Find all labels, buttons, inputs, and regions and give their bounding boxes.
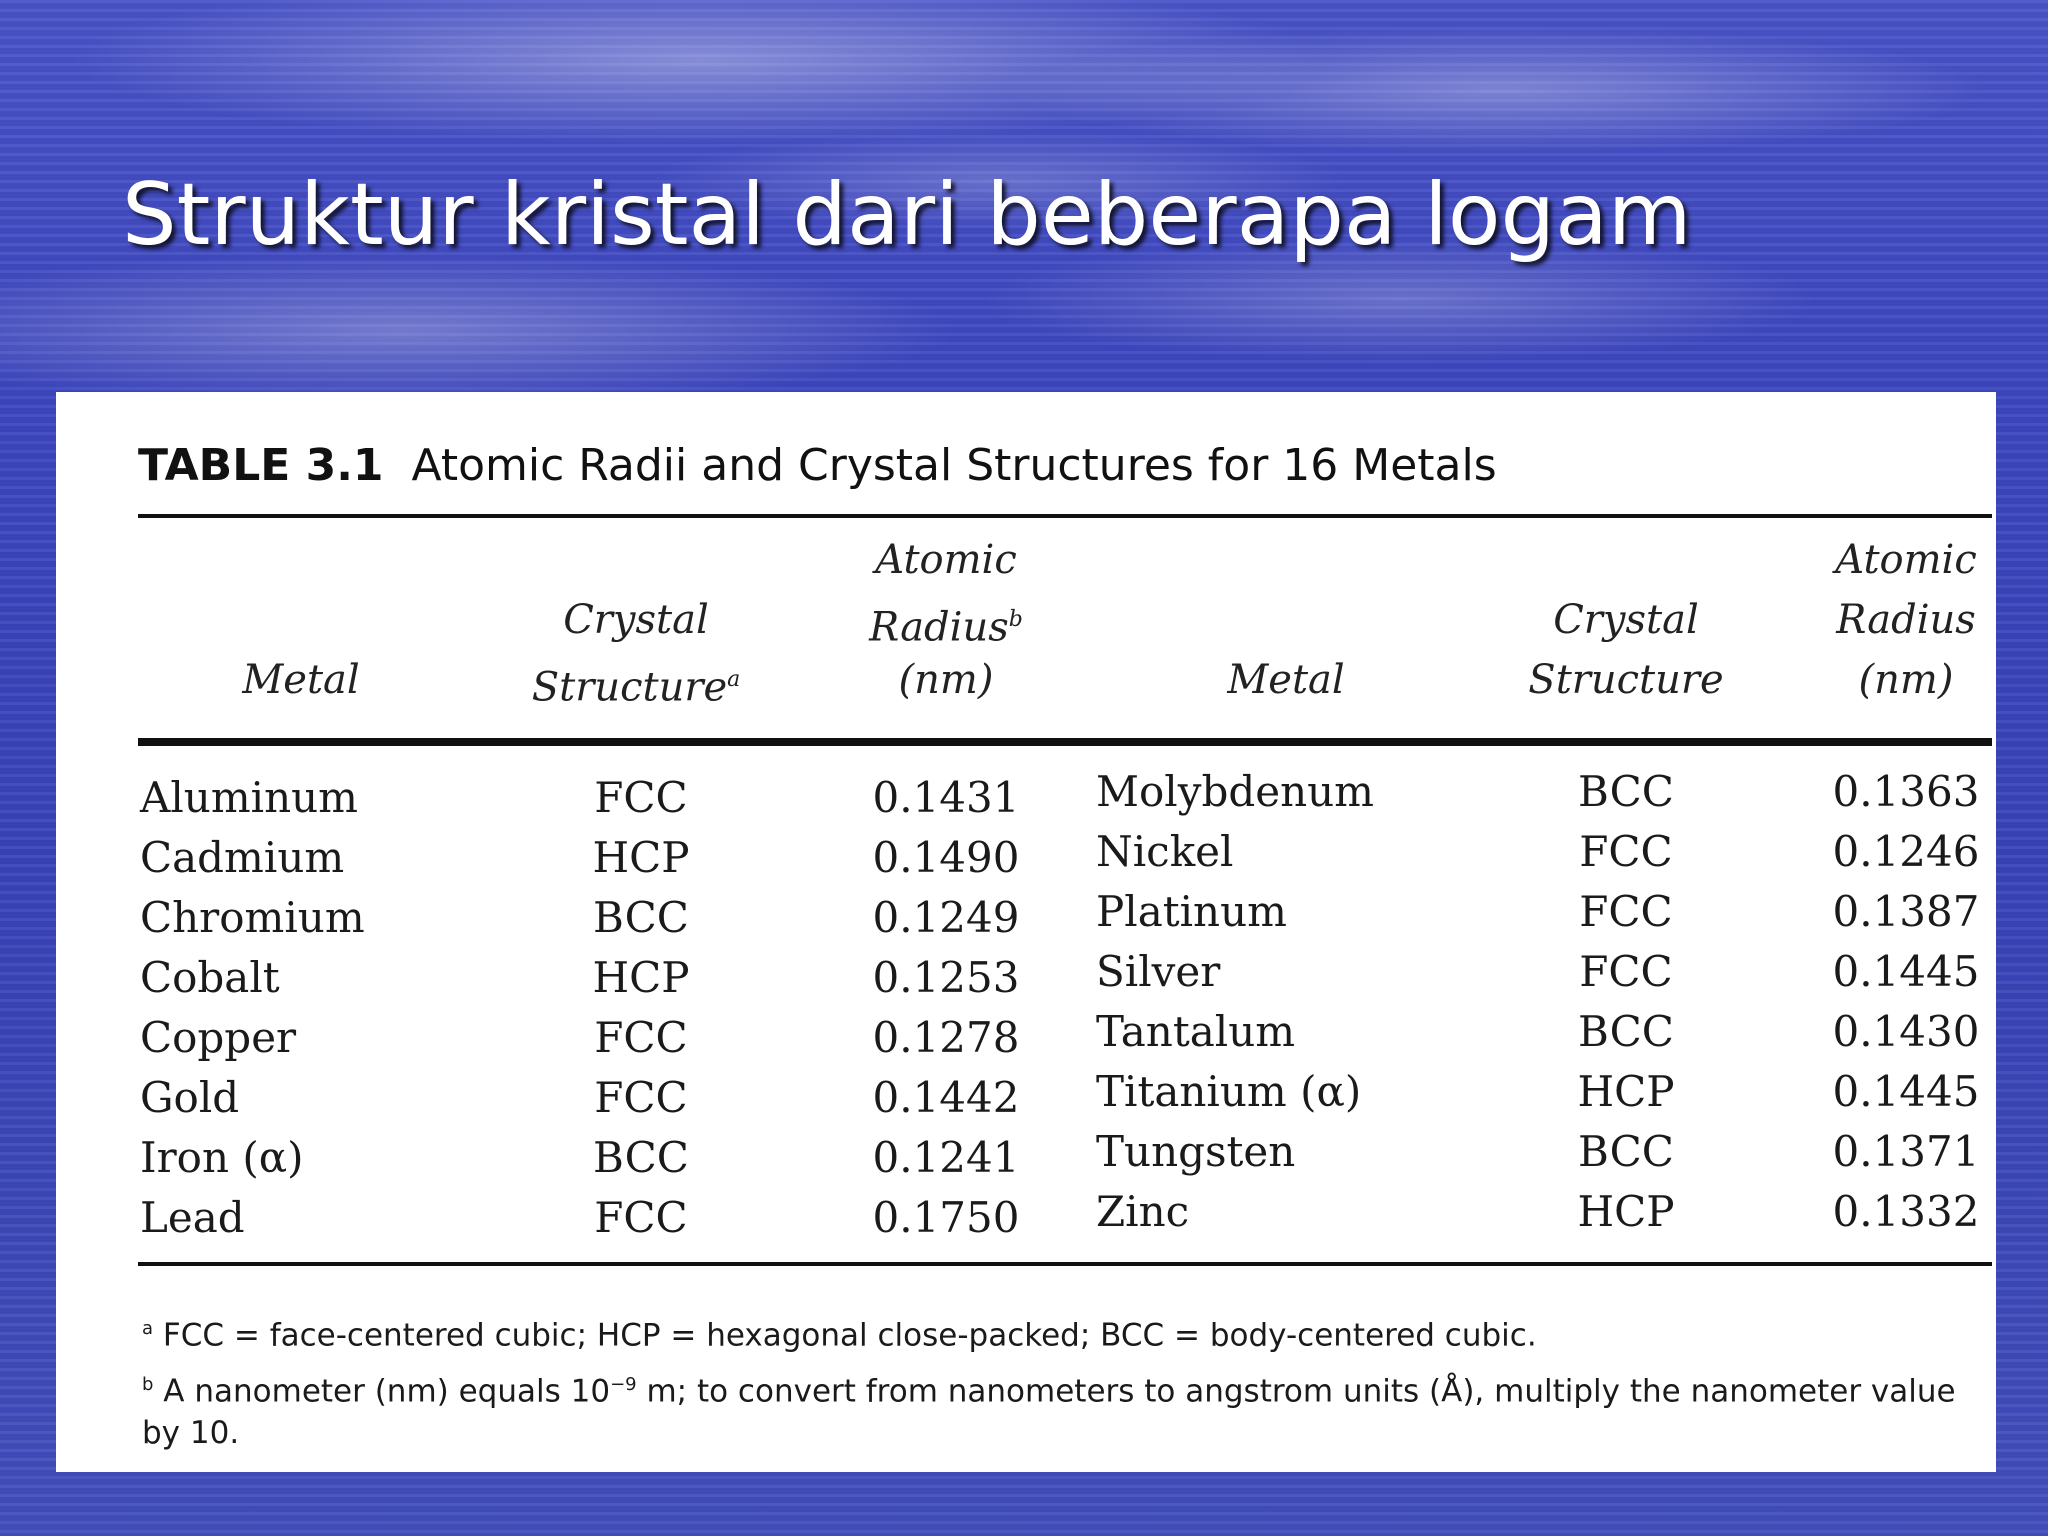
table-cell-metal: Molybdenum [1096,767,1375,816]
header-radius-left: Radius$^b$ [869,604,1023,651]
table-cell-metal: Copper [140,1013,297,1062]
header-nm-left: (nm) [898,657,994,703]
table-cell-radius: 0.1445 [1832,1067,1980,1116]
header-crystal-left: Crystal [563,597,709,643]
table-cell-radius: 0.1431 [872,773,1020,822]
header-metal-left: Metal [242,657,360,703]
table-cell-metal: Silver [1096,947,1221,996]
table-cell-metal: Zinc [1096,1187,1190,1236]
table-figure [56,392,1996,1472]
header-structure-left: Structure$^a$ [531,664,741,711]
table-cell-radius: 0.1246 [1832,827,1980,876]
table-cell-metal: Titanium (α) [1096,1067,1362,1116]
table-cell-structure: FCC [1579,947,1673,996]
table-cell-structure: FCC [594,1193,688,1242]
table-bottom-rule [138,1262,1992,1266]
table-cell-structure: BCC [1578,1007,1674,1056]
table-cell-metal: Chromium [140,893,365,942]
table-cell-structure: FCC [1579,827,1673,876]
header-metal-right: Metal [1227,657,1345,703]
table-cell-metal: Platinum [1096,887,1287,936]
table-cell-metal: Iron (α) [140,1133,304,1182]
table-cell-radius: 0.1490 [872,833,1020,882]
table-cell-radius: 0.1442 [872,1073,1020,1122]
table-cell-structure: BCC [1578,767,1674,816]
table-cell-radius: 0.1253 [872,953,1020,1002]
table-cell-structure: FCC [1579,887,1673,936]
table-cell-structure: FCC [594,773,688,822]
table-cell-metal: Lead [140,1193,245,1242]
table-cell-radius: 0.1332 [1832,1187,1980,1236]
table-cell-radius: 0.1241 [872,1133,1020,1182]
table-cell-metal: Tantalum [1096,1007,1296,1056]
table-cell-radius: 0.1363 [1832,767,1980,816]
table-cell-metal: Gold [140,1073,240,1122]
table-title: Atomic Radii and Crystal Structures for 16 Metals [411,440,1497,491]
header-crystal-right: Crystal [1553,597,1699,643]
table-cell-structure: FCC [594,1073,688,1122]
table-cell-radius: 0.1249 [872,893,1020,942]
table-cell-radius: 0.1371 [1832,1127,1980,1176]
table-cell-metal: Nickel [1096,827,1234,876]
footnote-a: $^a$ FCC = face-centered cubic; HCP = hexagonal close-packed; BCC = body-centered cubic. [142,1317,1537,1354]
table-cell-structure: HCP [1577,1187,1675,1236]
table-header-rule [138,738,1992,746]
table-number: TABLE 3.1 [138,440,384,491]
table-cell-structure: BCC [593,893,689,942]
header-nm-right: (nm) [1858,657,1954,703]
table-top-rule [138,514,1992,518]
table-cell-structure: BCC [1578,1127,1674,1176]
table-cell-radius: 0.1750 [872,1193,1020,1242]
table-cell-radius: 0.1387 [1832,887,1980,936]
table-cell-metal: Aluminum [140,773,358,822]
table-cell-radius: 0.1278 [872,1013,1020,1062]
slide-title: Struktur kristal dari beberapa logam [122,165,1692,265]
header-atomic-left: Atomic [875,537,1017,583]
header-structure-right: Structure [1528,657,1724,703]
table-cell-structure: HCP [592,833,690,882]
table-cell-radius: 0.1445 [1832,947,1980,996]
table-cell-structure: HCP [592,953,690,1002]
footnote-b-continued: by 10. [142,1415,240,1451]
table-cell-metal: Cadmium [140,833,345,882]
footnote-b: $^b$ A nanometer (nm) equals $10^{-9}$ m; to convert from nanometers to angstrom units (Å), multiply the nanometer value [142,1373,1956,1410]
table-cell-structure: FCC [594,1013,688,1062]
table-cell-radius: 0.1430 [1832,1007,1980,1056]
header-radius-right: Radius [1836,597,1976,643]
table-caption [138,440,1497,491]
header-atomic-right: Atomic [1835,537,1977,583]
table-cell-metal: Cobalt [140,953,280,1002]
table-cell-metal: Tungsten [1096,1127,1296,1176]
table-cell-structure: HCP [1577,1067,1675,1116]
table-cell-structure: BCC [593,1133,689,1182]
